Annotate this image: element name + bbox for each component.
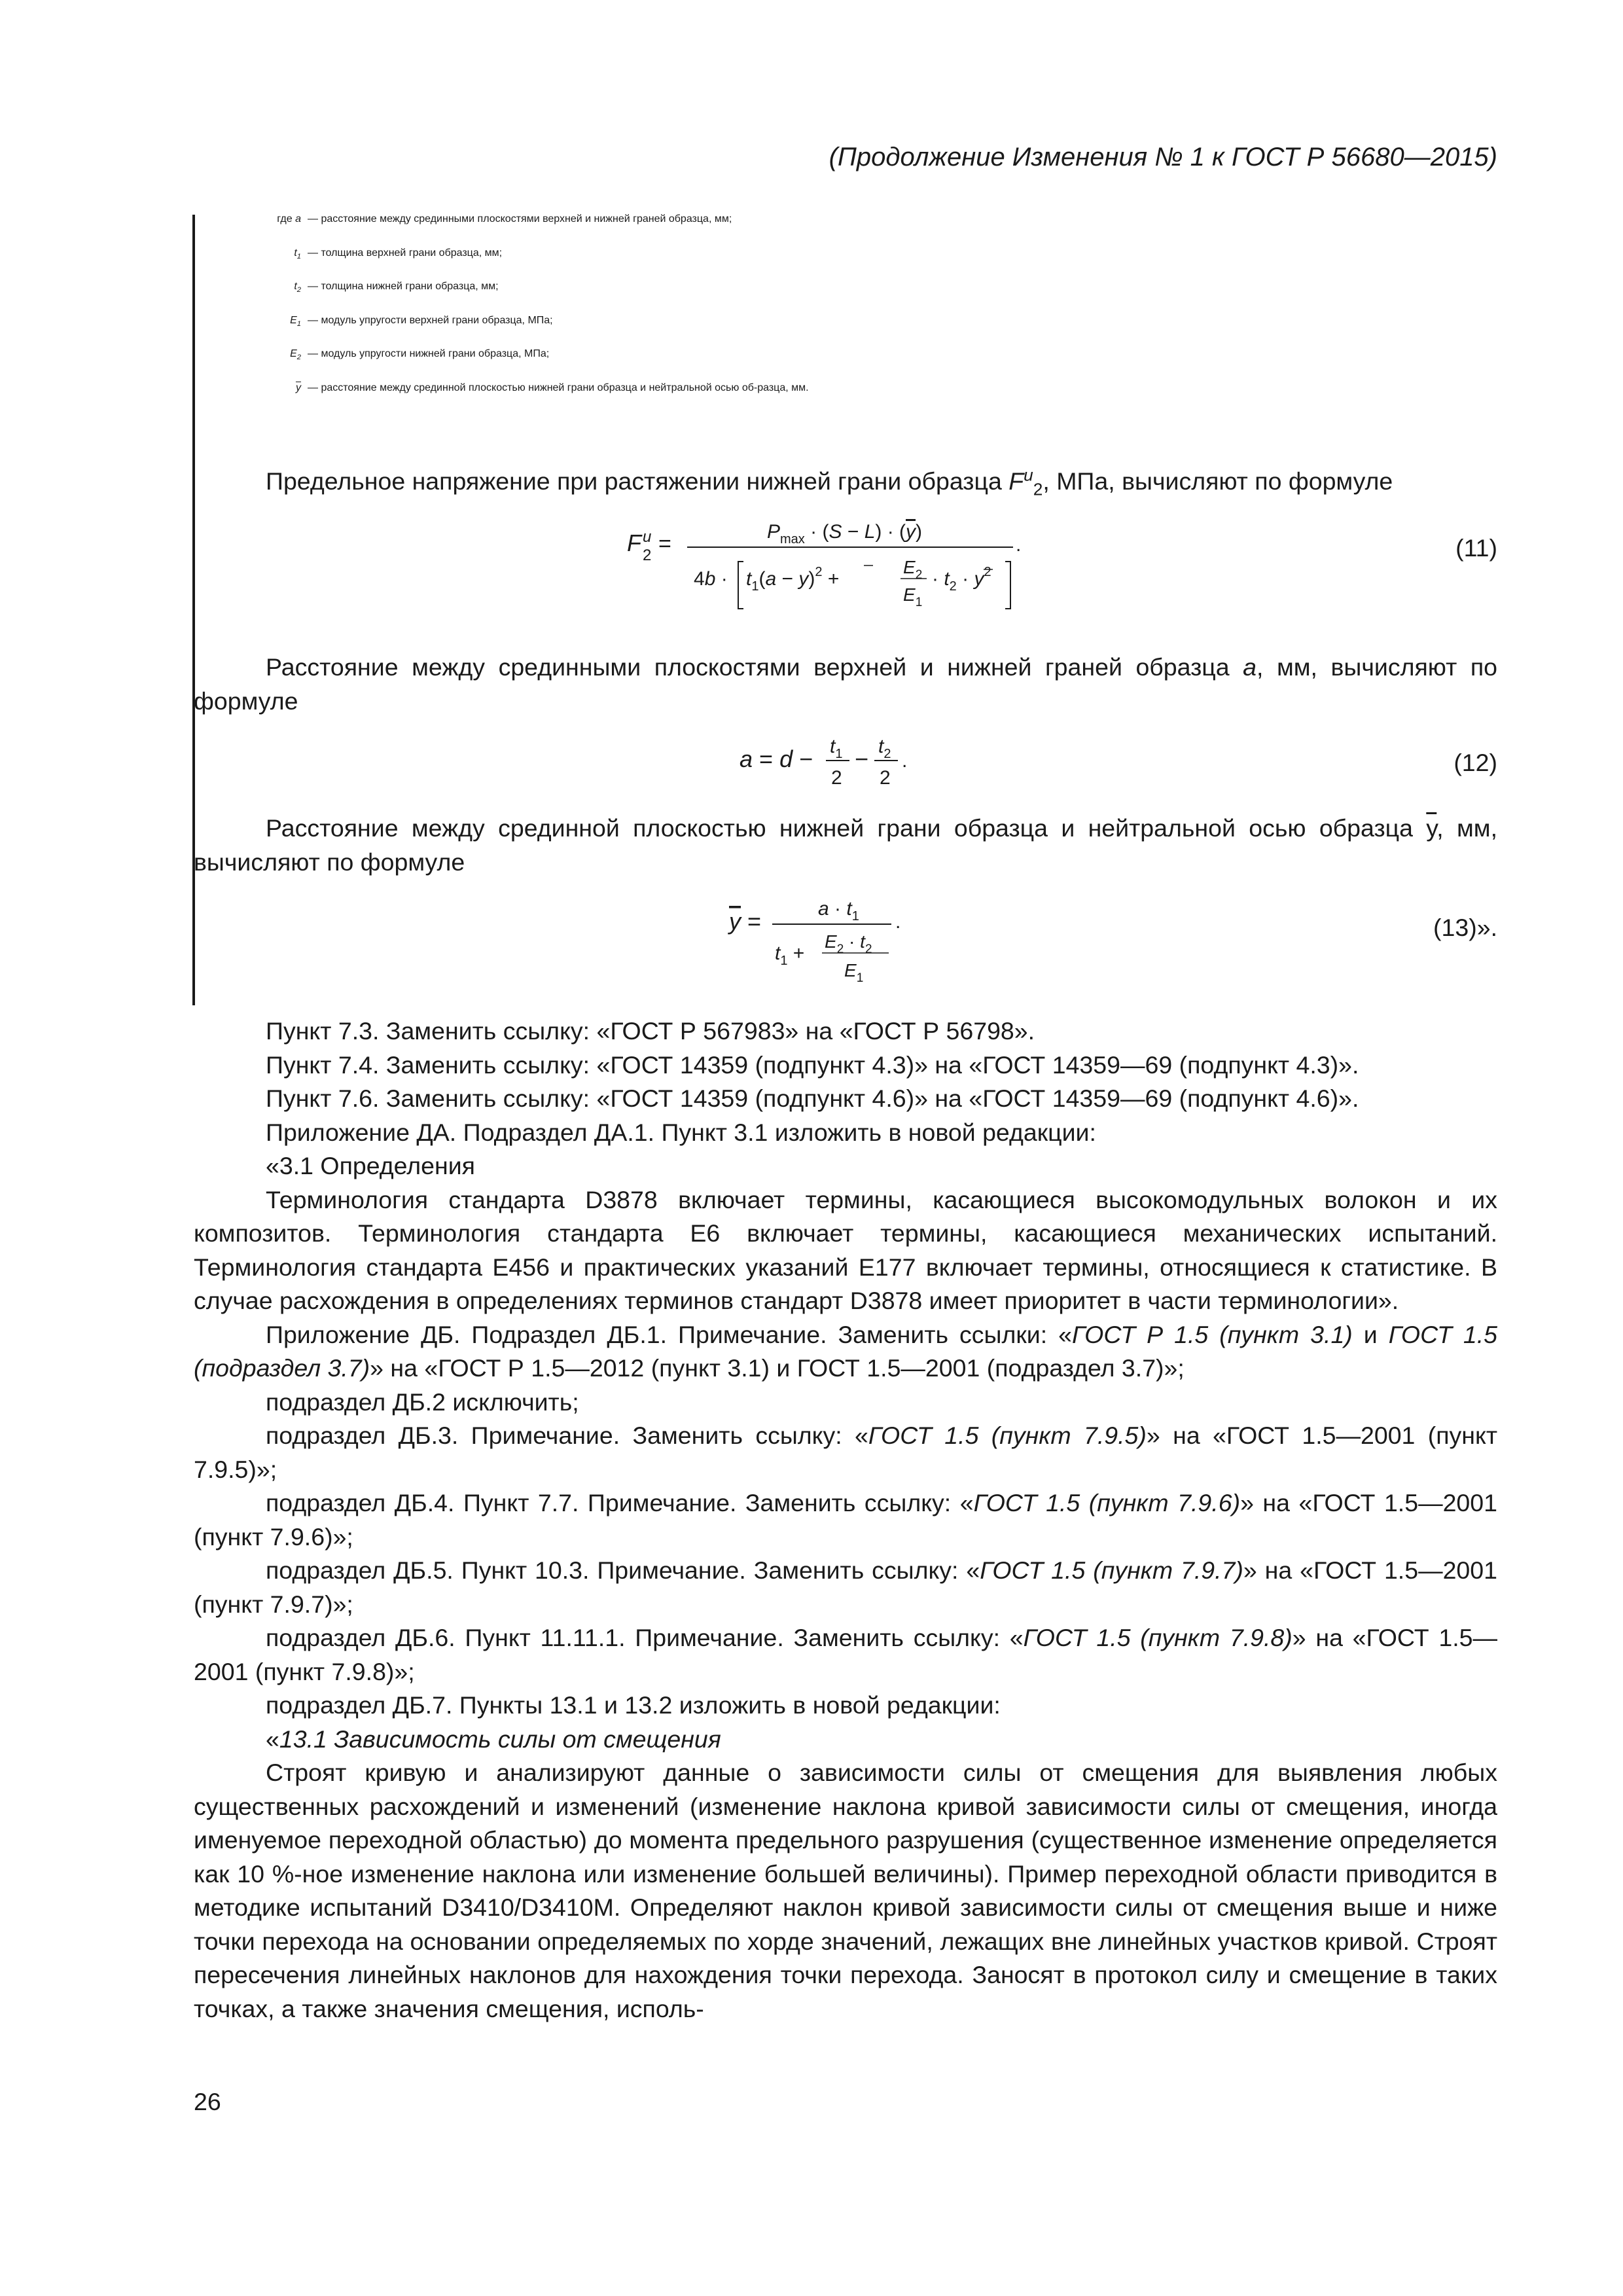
- formula-11-number: (11): [1455, 534, 1497, 562]
- svg-text:E1: $E_1$: [903, 584, 923, 609]
- svg-text:.: .: [902, 750, 908, 772]
- formula-12: [733, 725, 942, 797]
- symbol-a: a: [295, 213, 301, 224]
- definition-text: — расстояние между срединными плоскостями верхней и нижней граней образца, мм;: [308, 213, 732, 224]
- definition-text: — расстояние между срединной плоскостью нижней грани образца и нейтральной осью об-разца, мм.: [308, 382, 809, 393]
- amendment-db3: подраздел ДБ.3. Примечание. Заменить ссылку: «ГОСТ 1.5 (пункт 7.9.5)» на «ГОСТ 1.5—2001 (пункт 7.9.5)»;: [194, 1422, 1498, 1483]
- amendment-db5: подраздел ДБ.5. Пункт 10.3. Примечание. Заменить ссылку: «ГОСТ 1.5 (пункт 7.9.7)» на «ГОСТ 1.5—2001 (пункт 7.9.7)»;: [194, 1556, 1498, 1618]
- para-f13: Расстояние между срединной плоскостью нижней грани образца и нейтральной осью образца $\overline{y}$, мм, вычисляют по формуле: [194, 814, 1497, 876]
- definition-text: — толщина верхней грани образца, мм;: [308, 247, 503, 259]
- svg-text:.: .: [1016, 534, 1022, 556]
- amendment-7-3: Пункт 7.3. Заменить ссылку: «ГОСТ Р 567983» на «ГОСТ Р 56798».: [266, 1017, 1035, 1045]
- definition-text: — толщина нижней грани образца, мм;: [308, 281, 499, 292]
- svg-text:t1: $t_1$: [830, 736, 843, 761]
- definition-e2: [209, 348, 1497, 382]
- symbol-t1: $t_1$: [294, 247, 301, 260]
- svg-text:t2: $t_2$: [878, 736, 891, 761]
- svg-text:2: 2: [643, 547, 652, 564]
- definition-t1: [209, 247, 1497, 281]
- svg-text:E1: $E_1$: [844, 960, 864, 985]
- section-3-1-heading: «3.1 Определения: [266, 1152, 475, 1179]
- amendment-da: Приложение ДА. Подраздел ДА.1. Пункт 3.1 изложить в новой редакции:: [266, 1118, 1096, 1146]
- symbol-e1: $E_1$: [290, 314, 301, 328]
- amendment-7-4: Пункт 7.4. Заменить ссылку: «ГОСТ 14359 (подпункт 4.3)» на «ГОСТ 14359—69 (подпункт 4.3)».: [266, 1050, 1359, 1079]
- symbol-e2: $E_2$: [290, 348, 301, 362]
- formula-13-number: (13)».: [1433, 914, 1497, 941]
- symbol-t2: $t_2$: [294, 281, 301, 295]
- symbol-y-bar: $\overline{y}$: [296, 382, 301, 393]
- svg-text:E2 · t2: $E_2 \cdot t_2$: [825, 931, 872, 956]
- svg-text:−: −: [855, 745, 869, 772]
- svg-text:4b ·: 4b ·: [694, 568, 728, 590]
- svg-text:E2: $E_2$: [903, 557, 923, 582]
- svg-text:· t2 · y2: · $t_2 \cdot y^2$: [932, 565, 991, 594]
- svg-text:t1 +: $t_1$ +: [775, 942, 805, 968]
- svg-text:a · t1: $a \cdot t_1$: [818, 898, 859, 924]
- body-text: [194, 1014, 1497, 2026]
- svg-text:2: 2: [880, 767, 891, 789]
- definitions-list: [209, 213, 1497, 450]
- amendment-db7: подраздел ДБ.7. Пункты 13.1 и 13.2 изложить в новой редакции:: [266, 1691, 1001, 1719]
- change-margin-bar: [192, 215, 195, 1005]
- definition-text: — модуль упругости верхней грани образца, МПа;: [308, 314, 553, 326]
- definition-lead: где: [277, 213, 293, 224]
- formula-11: [615, 511, 1034, 622]
- final-paragraph: Строят кривую и анализируют данные о зависимости силы от смещения для выявления любых существенных расхождений и изменений (изменение наклона кривой зависимости силы от смещения, иногда именуемое переходной областью) до момента предельного разрушения (существенное изменение определяется как 10 %-ное изменение наклона или изменение большей величины). Пример переходной области приводится в методике испытаний D3410/D3410M. Определяют наклон кривой зависимости силы от смещения выше и ниже точки перехода на основании определяемых по хорде значений, лежащих вне линейных участков кривой. Строят пересечения линейных наклонов для нахождения точки перехода. Заносят в протокол силу и смещение в таких точках, а также значения смещения, исполь-: [194, 1759, 1497, 2022]
- amendment-7-6: Пункт 7.6. Заменить ссылку: «ГОСТ 14359 (подпункт 4.6)» на «ГОСТ 14359—69 (подпункт 4.6)».: [266, 1085, 1359, 1112]
- amendment-db1: Приложение ДБ. Подраздел ДБ.1. Примечание. Заменить ссылки: «ГОСТ Р 1.5 (пункт 3.1) и ГОСТ 1.5 (подраздел 3.7)» на «ГОСТ Р 1.5—2012 (пункт 3.1) и ГОСТ 1.5—2001 (подраздел 3.7)»;: [194, 1320, 1497, 1382]
- section-13-1-heading: «13.1 Зависимость силы от смещения: [266, 1725, 721, 1753]
- svg-text:F: F: [627, 529, 641, 556]
- definition-e1: [209, 315, 1497, 349]
- svg-text:.: .: [895, 911, 901, 933]
- formula-12-number: (12): [1454, 749, 1497, 776]
- definition-y: [209, 382, 1497, 450]
- svg-text:=: =: [658, 531, 671, 556]
- svg-text:t1(a − y)2 +: $t_1(a - y)^2$ +: [746, 565, 840, 594]
- running-title: (Продолжение Изменения № 1 к ГОСТ Р 56680—2015): [829, 143, 1497, 171]
- svg-text:2: 2: [831, 767, 842, 789]
- para-f12: Расстояние между срединными плоскостями верхней и нижней граней образца a, мм, вычисляют по формуле: [194, 653, 1497, 715]
- svg-text:Pmax · (S − L) · (y): $P_{max} \cdot (S - L) \cdot (y)$: [767, 521, 923, 547]
- amendment-db4: подраздел ДБ.4. Пункт 7.7. Примечание. Заменить ссылку: «ГОСТ 1.5 (пункт 7.9.6)» на «ГОСТ 1.5—2001 (пункт 7.9.6)»;: [194, 1489, 1498, 1551]
- formula-13: [720, 890, 929, 995]
- para-f11: Предельное напряжение при растяжении нижней грани образца $F^u_2$, МПа, вычисляют по формуле: [266, 465, 1393, 499]
- svg-text:y =: y =: [729, 908, 762, 935]
- svg-text:u: u: [643, 528, 652, 546]
- amendment-db6: подраздел ДБ.6. Пункт 11.11.1. Примечание. Заменить ссылку: «ГОСТ 1.5 (пункт 7.9.8)» на «ГОСТ 1.5—2001 (пункт 7.9.8)»;: [194, 1624, 1497, 1685]
- definition-t2: [209, 281, 1497, 315]
- terminology-paragraph: Терминология стандарта D3878 включает термины, касающиеся высокомодульных волокон и их композитов. Терминология стандарта E6 включает термины, касающиеся механических испытаний. Терминология стандарта E456 и практических указаний E177 включает термины, относящиеся к статистике. В случае расхождения в определениях терминов стандарт D3878 имеет приоритет в части терминологии».: [194, 1185, 1497, 1314]
- page-number: 26: [194, 2088, 221, 2115]
- definition-a: [209, 213, 1497, 247]
- amendment-db2: подраздел ДБ.2 исключить;: [266, 1388, 579, 1416]
- svg-text:a = d −: a = d −: [740, 745, 813, 772]
- definition-text: — модуль упругости нижней грани образца, МПа;: [308, 348, 550, 359]
